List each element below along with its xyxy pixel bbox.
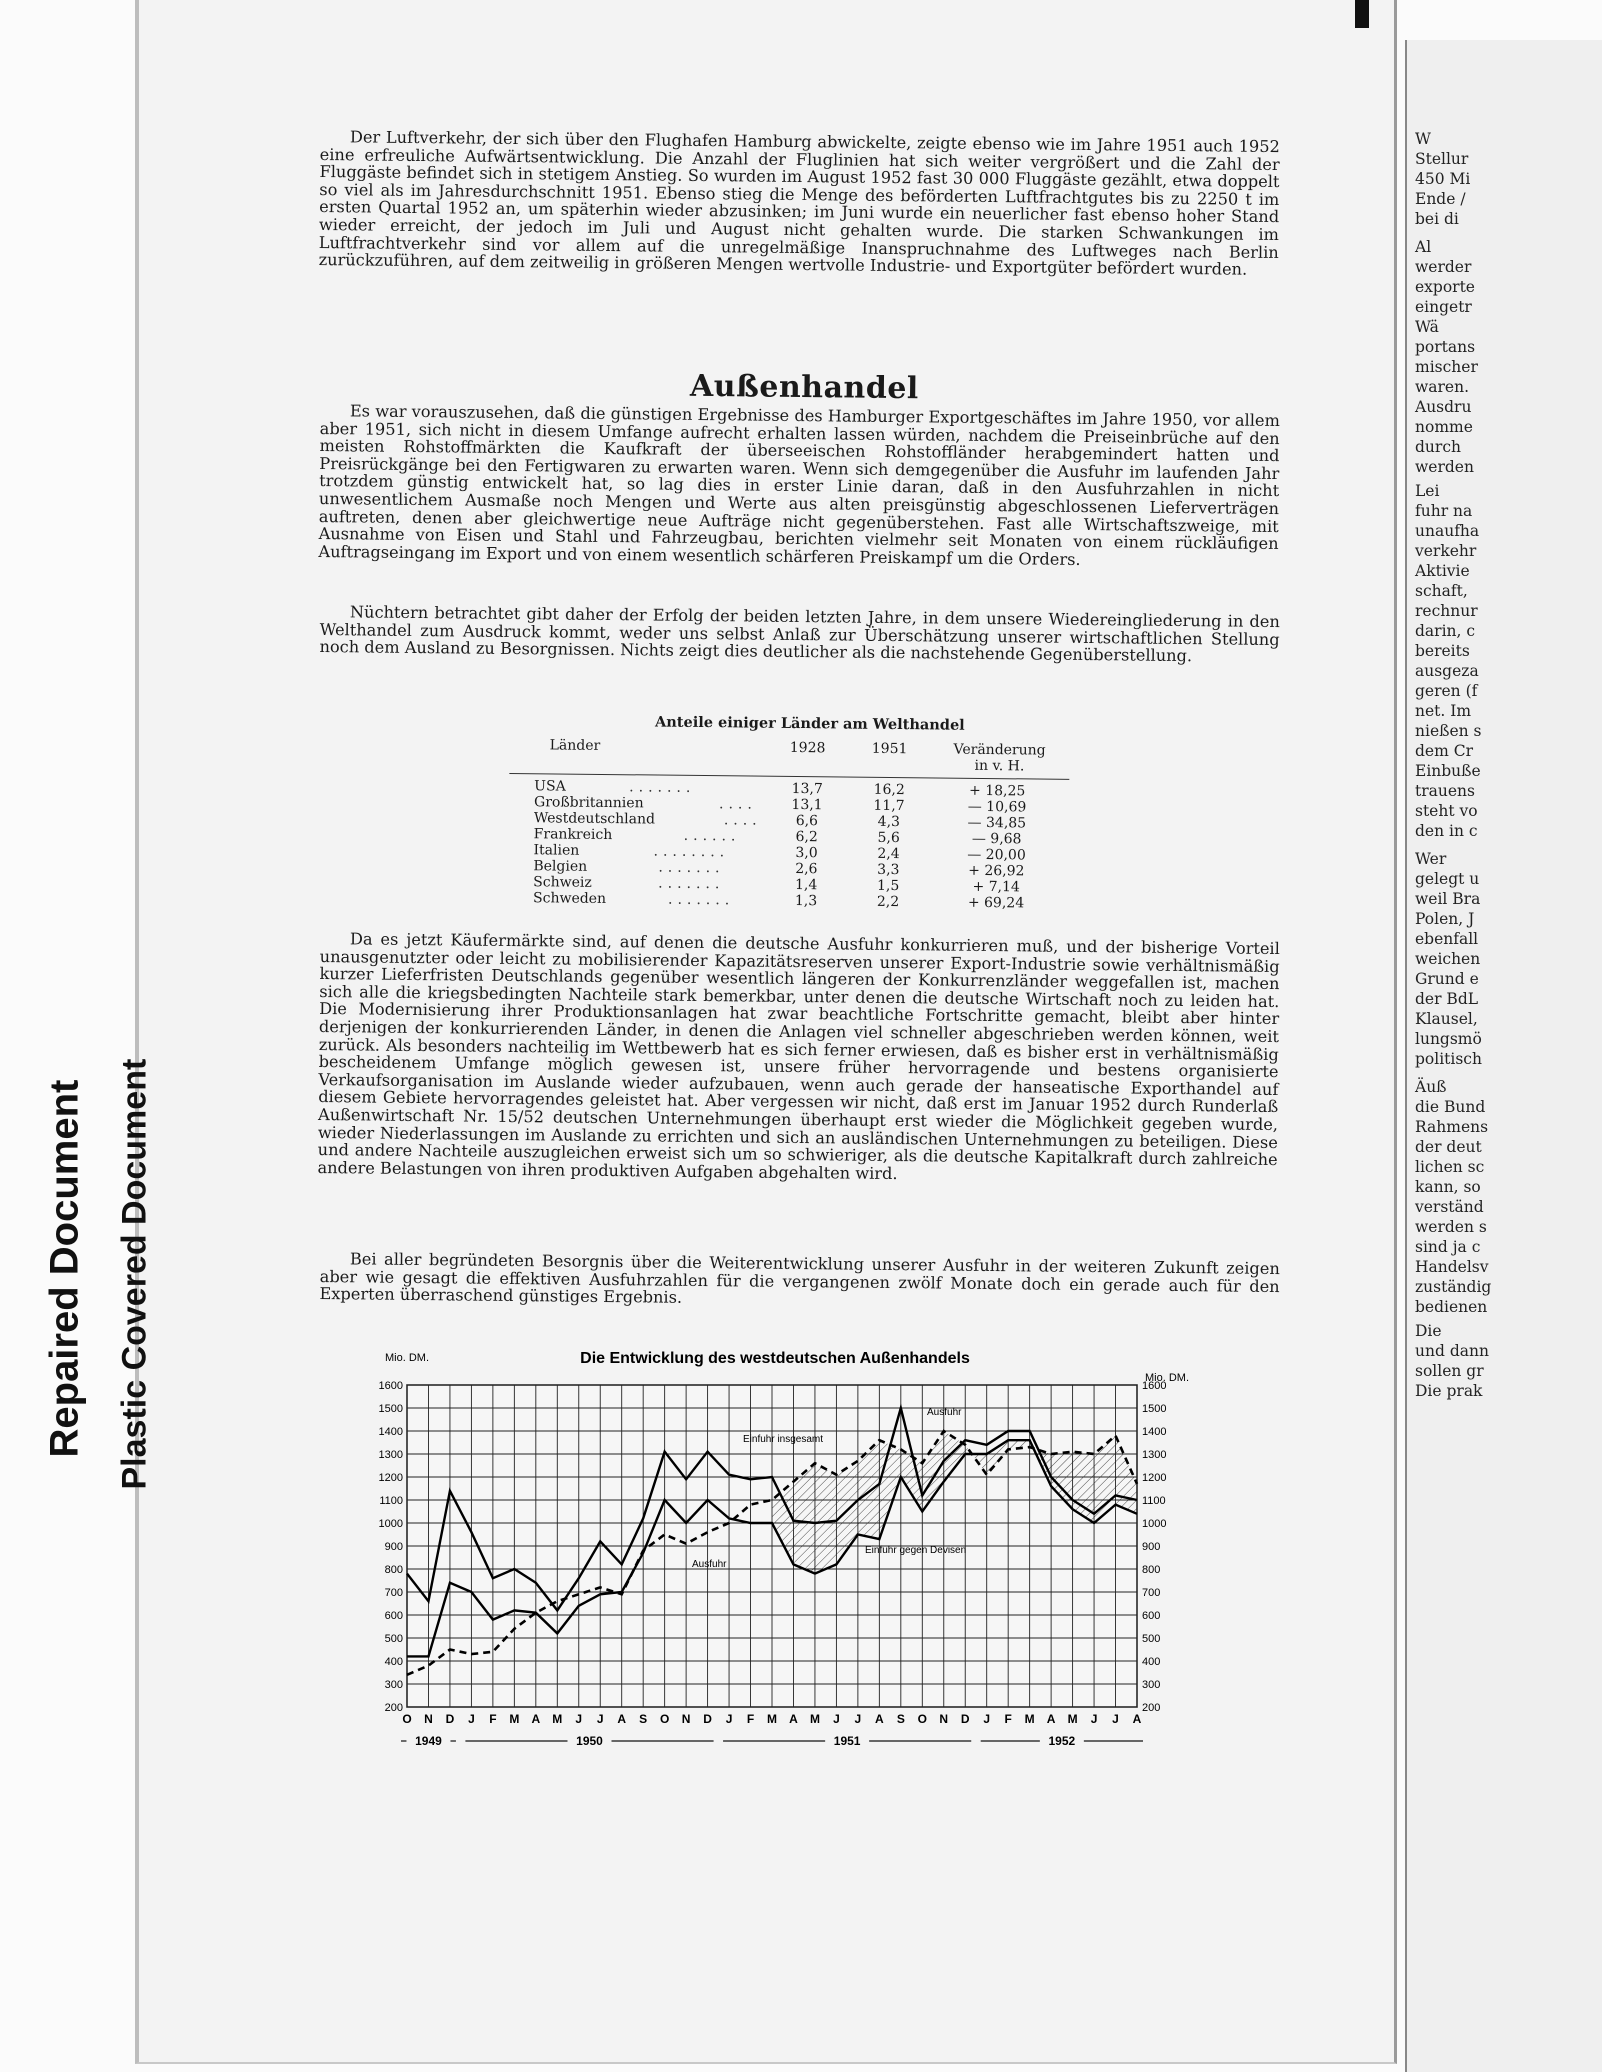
x-tick-label: M [1024, 1712, 1035, 1726]
cell-change: + 18,25 [968, 782, 1026, 800]
adjacent-page-line: werden [1415, 458, 1474, 476]
x-tick-label: A [875, 1712, 884, 1726]
adjacent-page-line: zuständig [1415, 1278, 1492, 1296]
adjacent-page-line: bei di [1415, 210, 1459, 228]
y-tick-label: 500 [384, 1633, 403, 1645]
adjacent-page-line: mischer [1415, 358, 1478, 376]
y-tick-label: 1200 [378, 1472, 403, 1484]
x-tick-label: O [659, 1712, 670, 1726]
cell-1928: 13,7 [791, 780, 823, 798]
adjacent-page-line: nomme [1415, 418, 1473, 436]
adjacent-page-line: portans [1415, 338, 1476, 356]
x-tick-label: J [468, 1712, 475, 1726]
adjacent-page-line: Lei [1415, 482, 1440, 500]
adjacent-page-line: Die [1415, 1322, 1442, 1340]
y-tick-label: 500 [1142, 1633, 1161, 1645]
adjacent-page-line: schaft, [1415, 582, 1468, 600]
x-tick-label: A [617, 1712, 627, 1726]
adjacent-page-line: bereits [1415, 642, 1470, 660]
annotation-ausfuhr: Ausfuhr [692, 1559, 727, 1570]
adjacent-page-line: Aktivie [1415, 562, 1470, 580]
annotation-einfuhr-insgesamt: Einfuhr insgesamt [743, 1434, 824, 1445]
y-tick-label: 1400 [1142, 1426, 1167, 1438]
y-tick-label: 300 [1142, 1679, 1161, 1691]
adjacent-page-line: geren (f [1415, 682, 1478, 700]
x-tick-label: J [1090, 1712, 1098, 1726]
year-label: 1952 [1048, 1734, 1076, 1748]
y-axis-left [379, 1380, 403, 1714]
y-tick-label: 200 [384, 1702, 403, 1714]
x-tick-label: N [939, 1712, 949, 1726]
y-tick-label: 1500 [378, 1403, 403, 1415]
cell-change: — 34,85 [967, 814, 1027, 832]
adjacent-page-line: exporte [1415, 278, 1475, 296]
adjacent-page-line: gelegt u [1415, 870, 1480, 888]
paragraph-luftverkehr [319, 128, 1280, 279]
x-tick-label: A [531, 1712, 541, 1726]
y-tick-label: 1200 [1142, 1472, 1167, 1484]
x-tick-label: D [960, 1712, 970, 1726]
year-label: 1950 [576, 1734, 603, 1748]
adjacent-page-line: Grund e [1415, 970, 1479, 988]
cell-1951: 2,2 [876, 893, 900, 911]
adjacent-page-line: Wä [1415, 318, 1439, 336]
y-tick-label: 1300 [378, 1449, 403, 1461]
y-axis-right [1142, 1380, 1166, 1714]
adjacent-page-line: politisch [1415, 1050, 1482, 1068]
trade-development-chart [375, 1345, 1189, 1770]
cell-1928: 13,1 [791, 796, 823, 814]
header-laender: Länder [549, 737, 601, 754]
x-tick-label: J [725, 1712, 733, 1726]
paragraph-2-text: Es war vorauszusehen, daß die günstigen Ergebnisse des Hamburger Exportgeschäftes im Jahre 1950, vor allem aber 1951, sich nicht in diesem Umfange aufrecht erhalten lassen würden, nachdem die Preiseinbrüche auf den meisten Rohstoffmärkten die Kaufkraft der überseeischen Rohstoffländer herabgemindert hatten und Preisrückgänge bei den Fertigwaren zu erwarten waren. Wenn sich demgegenüber die Ausfuhr im laufenden Jahr trotzdem günstig entwickelt hat, so lag dies in erster Linie daran, daß in den Ausfuhrzahlen in nicht unwesentlichem Ausmaße noch Mengen und Werte aus alten preisgünstig abgeschlossenen Lieferverträgen auftreten, denen aber gleichwertige neue Aufträge nicht gegenüberstehen. Fast alle Wirtschaftszweige, mit Ausnahme von Eisen und Stahl und Fahrzeugbau, berichten vielmehr seit Monaten von einem rückläufigen Auftragseingang im Export und von einem wesentlich schärferen Preiskampf um die Orders. [318, 401, 1280, 569]
cell-1928: 6,2 [795, 828, 818, 846]
x-tick-label: J [854, 1712, 862, 1726]
adjacent-page-line: weichen [1415, 950, 1481, 968]
adjacent-page-line: unaufha [1415, 522, 1480, 540]
adjacent-page-line: verständ [1415, 1198, 1484, 1216]
adjacent-page-line: und dann [1415, 1342, 1489, 1360]
x-tick-label: N [424, 1712, 433, 1726]
adjacent-page-line: weil Bra [1415, 890, 1481, 908]
cell-1928: 1,4 [794, 876, 818, 894]
cell-1951: 11,7 [873, 797, 905, 815]
adjacent-page-line: der BdL [1415, 990, 1479, 1008]
adjacent-page-line: fuhr na [1415, 502, 1473, 520]
cell-land: Westdeutschland [533, 810, 656, 828]
x-tick-label: O [402, 1712, 412, 1726]
adjacent-page-line: lichen sc [1415, 1158, 1485, 1176]
adjacent-page-line: sind ja c [1415, 1238, 1481, 1256]
adjacent-page-line: der deut [1415, 1138, 1482, 1156]
adjacent-page-line: trauens [1415, 782, 1475, 800]
table-title: Anteile einiger Länder am Welthandel [654, 713, 965, 734]
adjacent-page-line: werder [1415, 258, 1472, 276]
adjacent-page-line: Handelsv [1415, 1258, 1489, 1276]
x-tick-label: A [1046, 1712, 1056, 1726]
adjacent-page-line: Wer [1415, 850, 1447, 868]
section-heading: Außenhandel [689, 368, 919, 407]
x-tick-label: F [489, 1712, 497, 1726]
cell-land: Belgien [533, 858, 588, 875]
paragraph-5-text: Bei aller begründeten Besorgnis über die Weiterentwicklung unserer Ausfuhr in der weiteren Zukunft zeigen aber wie gesagt die effektiven Ausfuhrzahlen für die vergangenen zwölf Monate doch ein gerade auch für den Experten überraschend günstiges Ergebnis. [319, 1249, 1280, 1307]
y-tick-label: 800 [1142, 1564, 1161, 1576]
year-label: 1949 [415, 1734, 442, 1748]
y-tick-label: 900 [1142, 1541, 1161, 1553]
paragraph-4-text: Da es jetzt Käufermärkte sind, auf denen die deutsche Ausfuhr konkurrieren muß, und der bisherige Vorteil unausgenutzter oder leicht zu mobilisierender Kapazitätsreserven unserer Export-Industrie sowie verhältnismäßig kurzer Lieferfristen Deutschlands gegenüber wesentlich längeren der Konkurrenzländer weggefallen ist, machen sich alle die kriegsbedingten Nachteile stark bemerkbar, unter denen die deutsche Wirtschaft noch zu leiden hat. Die Modernisierung ihrer Produktionsanlagen hat zwar beachtliche Fortschritte gemacht, bleibt aber hinter derjenigen der konkurrierenden Länder, in denen die Anlagen viel schneller abgeschrieben werden können, weit zurück. Als besonders nachteilig im Wettbewerb hat es sich ferner erwiesen, daß es bisher erst in verhältnismäßig bescheidenem Umfange möglich gewesen ist, unsere früher hervorragende und bestens organisierte Verkaufsorganisation im Auslande wieder aufzubauen, wenn auch gerade der hanseatische Exporthandel auf diesem Gebiete hervorragendes geleistet hat. Aber vergessen wir nicht, daß erst im Januar 1952 durch Runderlaß Außenwirtschaft Nr. 15/52 deutschen Unternehmungen überhaupt erst wieder die Möglichkeit gegeben wurde, wieder Niederlassungen im Auslande zu errichten und sich an ausländischen Unternehmungen zu beteiligen. Diese und andere Nachteile auszugleichen erweist sich um so schwieriger, als die deutsche Kapitalkraft durch zahlreiche andere Belastungen von ihren produktiven Aufgaben abgehalten wird. [317, 929, 1280, 1183]
paragraph-besorgnis [319, 1250, 1280, 1313]
adjacent-page-line: Die prak [1415, 1382, 1483, 1400]
header-1928: 1928 [789, 739, 826, 757]
y-tick-label: 700 [1142, 1587, 1161, 1599]
x-tick-label: N [681, 1712, 691, 1726]
cell-1928: 3,0 [795, 844, 818, 862]
adjacent-page-line: bedienen [1415, 1298, 1488, 1316]
y-tick-label: 400 [1142, 1656, 1161, 1668]
adjacent-page-line: Äuß [1415, 1078, 1447, 1096]
adjacent-page-line: eingetr [1415, 298, 1472, 316]
y-tick-label: 700 [384, 1587, 403, 1599]
y-unit-right: Mio. DM. [1145, 1372, 1189, 1384]
x-tick-label: A [1132, 1712, 1142, 1726]
repaired-document-label: Repaired Document [42, 1079, 87, 1458]
header-1951: 1951 [871, 740, 908, 758]
y-tick-label: 1600 [378, 1380, 403, 1392]
cell-land: Italien [533, 842, 580, 859]
cell-change: + 69,24 [967, 894, 1025, 912]
trade-share-table [508, 712, 1070, 912]
adjacent-page-line: W [1415, 130, 1431, 148]
x-tick-label: J [983, 1712, 991, 1726]
x-tick-label: D [445, 1712, 455, 1726]
table-header [509, 733, 1069, 780]
year-label: 1951 [833, 1734, 861, 1748]
paragraph-nuechtern [319, 603, 1280, 666]
adjacent-page-line: Stellur [1415, 150, 1469, 168]
cell-1951: 16,2 [873, 781, 905, 799]
adjacent-page-line: Al [1415, 238, 1432, 256]
adjacent-page-line: steht vo [1415, 802, 1478, 820]
adjacent-page-line: Ende / [1415, 190, 1466, 208]
y-tick-label: 200 [1142, 1702, 1161, 1714]
y-tick-label: 1100 [379, 1495, 403, 1507]
paragraph-kaeufermaerkte [317, 930, 1280, 1186]
x-tick-label: S [896, 1712, 905, 1726]
x-tick-label: M [552, 1712, 563, 1726]
paragraph-1-text: Der Luftverkehr, der sich über den Flughafen Hamburg abwickelte, zeigte ebenso wie im Jahre 1951 auch 1952 eine erfreuliche Aufwärtsentwicklung. Die Anzahl der Fluglinien hat sich weiter vergrößert und die Zahl der Fluggäste befindet sich in stetigem Anstieg. So wurden im August 1952 fast 30 000 Fluggäste gezählt, etwa doppelt so viel als im Jahresdurchschnitt 1951. Ebenso stieg die Menge des beförderten Luftfrachtgutes bis zu 2250 t im ersten Quartal 1952 an, um späterhin wieder abzusinken; im Juni wurde ein neuerlicher fast ebenso hoher Stand wieder erreicht, der jedoch im Juli und August nicht gehalten wurde. Die starken Schwankungen im Luftfrachtverkehr sind vor allem auf die unregelmäßige Inanspruchnahme des Luftweges nach Berlin zurückzuführen, auf dem zeitweilig in größeren Mengen wertvolle Industrie- und Exportgüter befördert wurden. [318, 127, 1280, 279]
adjacent-page-line: durch [1415, 438, 1461, 456]
y-tick-label: 800 [384, 1564, 403, 1576]
adjacent-page-line: ausgeza [1415, 662, 1479, 680]
x-axis [402, 1712, 1141, 1726]
y-tick-label: 1000 [1142, 1518, 1167, 1530]
cell-change: — 20,00 [967, 846, 1026, 864]
adjacent-page-line: werden s [1415, 1218, 1487, 1236]
adjacent-page-line: die Bund [1415, 1098, 1486, 1116]
paragraph-aussenhandel-intro [318, 402, 1280, 570]
x-tick-label: J [833, 1712, 840, 1726]
cell-change: + 7,14 [972, 878, 1020, 896]
leader-dots: .... [723, 812, 762, 829]
adjacent-page-line: sollen gr [1415, 1362, 1484, 1380]
cell-1928: 2,6 [795, 860, 818, 878]
y-tick-label: 1100 [1142, 1495, 1166, 1507]
adjacent-page-line: Rahmens [1415, 1118, 1489, 1136]
y-tick-label: 900 [384, 1541, 403, 1553]
chart-title: Die Entwicklung des westdeutschen Außenhandels [580, 1350, 970, 1367]
x-tick-label: J [575, 1712, 583, 1726]
annotation-ausfuhr-2: Ausfuhr [927, 1407, 962, 1418]
y-tick-label: 400 [384, 1656, 403, 1668]
adjacent-page-line: net. Im [1415, 702, 1472, 720]
adjacent-page-line: verkehr [1415, 542, 1477, 560]
paragraph-3-text: Nüchtern betrachtet gibt daher der Erfolg der beiden letzten Jahre, in dem unsere Wiedereingliederung in den Welthandel zum Ausdruck kommt, weder uns selbst Anlaß zur Überschätzung unserer wirtschaftlichen Stellung noch dem Ausland zu Besorgnissen. Nichts zeigt dies deutlicher als die nachstehende Gegenüberstellung. [319, 602, 1280, 666]
adjacent-page-line: 450 Mi [1415, 170, 1471, 188]
adjacent-page-fragment [1405, 40, 1602, 2072]
leader-dots: ....... [667, 891, 735, 909]
x-tick-label: J [1112, 1712, 1119, 1726]
adjacent-page-line: rechnur [1415, 602, 1478, 620]
cell-land: Großbritannien [533, 794, 644, 812]
page-edge-shadow [1355, 0, 1369, 28]
x-tick-label: M [809, 1712, 820, 1726]
x-tick-label: D [703, 1712, 712, 1726]
cell-change: + 26,92 [968, 862, 1025, 880]
y-unit-left: Mio. DM. [385, 1352, 429, 1364]
y-tick-label: 1000 [378, 1518, 403, 1530]
x-tick-label: F [1004, 1712, 1012, 1726]
adjacent-page-line: ebenfall [1415, 930, 1479, 948]
year-labels [401, 1734, 1143, 1748]
cell-1951: 1,5 [876, 877, 900, 895]
cell-land: Frankreich [533, 826, 613, 844]
adjacent-page-line: waren. [1415, 378, 1470, 396]
cell-land: Schweden [532, 890, 607, 908]
adjacent-page-line: Einbuße [1415, 762, 1481, 780]
y-tick-label: 1600 [1142, 1380, 1167, 1392]
header-veraenderung: Veränderung in v. H. [953, 741, 1046, 775]
cell-1928: 6,6 [795, 812, 819, 830]
y-tick-label: 1400 [378, 1426, 403, 1438]
x-tick-label: M [509, 1712, 520, 1726]
x-tick-label: M [1067, 1712, 1078, 1726]
x-tick-label: A [789, 1712, 798, 1726]
leader-dots: ....... [658, 859, 725, 877]
y-tick-label: 1300 [1142, 1449, 1167, 1461]
x-tick-label: M [767, 1712, 777, 1726]
x-tick-label: F [746, 1712, 755, 1726]
leader-dots: ....... [629, 779, 696, 796]
leader-dots: ...... [683, 827, 741, 845]
adjacent-page-line: kann, so [1415, 1178, 1481, 1196]
annotation-einfuhr-devisen: Einfuhr gegen Devisen [865, 1545, 967, 1556]
y-tick-label: 600 [384, 1610, 403, 1622]
cell-change: — 9,68 [971, 830, 1022, 848]
cell-1951: 5,6 [877, 829, 900, 847]
cell-1951: 2,4 [877, 845, 900, 863]
x-tick-label: S [639, 1712, 648, 1726]
adjacent-page-line: Ausdru [1415, 398, 1472, 416]
y-tick-label: 600 [1142, 1610, 1161, 1622]
cell-land: USA [534, 778, 566, 795]
adjacent-page-line: Klausel, [1415, 1010, 1478, 1028]
plastic-covered-document-label: Plastic Covered Document [115, 1058, 154, 1490]
adjacent-page-line: darin, c [1415, 622, 1476, 640]
table-body [508, 778, 1069, 912]
y-tick-label: 1500 [1142, 1403, 1167, 1415]
cell-1951: 3,3 [877, 861, 900, 879]
cell-1951: 4,3 [877, 813, 901, 831]
adjacent-page-line: nießen s [1415, 722, 1482, 740]
leader-dots: ....... [658, 875, 725, 893]
adjacent-page-line: den in c [1415, 822, 1478, 840]
y-tick-label: 300 [384, 1679, 403, 1691]
adjacent-page-line: lungsmö [1415, 1030, 1482, 1048]
hatched-area [815, 1463, 836, 1573]
adjacent-page-line: dem Cr [1415, 742, 1473, 760]
cell-1928: 1,3 [794, 892, 818, 910]
x-tick-label: J [596, 1712, 604, 1726]
leader-dots: .... [718, 796, 757, 813]
leader-dots: ........ [653, 843, 730, 861]
cell-land: Schweiz [533, 874, 592, 891]
cell-change: — 10,69 [967, 798, 1027, 816]
adjacent-page-line: Polen, J [1415, 910, 1475, 928]
x-tick-label: O [917, 1712, 927, 1726]
